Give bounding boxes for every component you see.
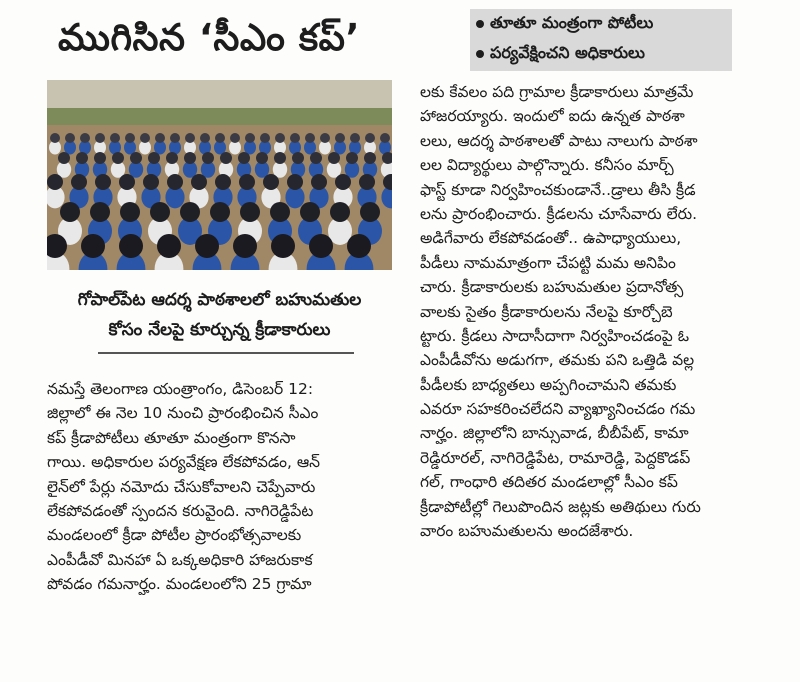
- text-line: ఫాస్ట్ కూడా నిర్వహించకుండానే..డ్రాలు తీసి క్రీడ: [420, 180, 696, 199]
- text-line: పీడీలకు బాధ్యతలు అప్పగించామని తమకు: [420, 375, 677, 394]
- text-line: కప్ క్రీడాపోటీలు తూతూ మంత్రంగా కొనసా: [47, 428, 296, 447]
- caption-line: గోపాల్‌పేట ఆదర్శ పాఠశాలలో బహుమతుల: [77, 290, 362, 310]
- text-line: లలు, ఆదర్శ పాఠశాలతో పాటు నాలుగు పాఠశా: [420, 131, 698, 150]
- text-line: నార్హం. జిల్లాలోని బాన్సువాడ, బీబీపేట్, కామా: [420, 424, 689, 443]
- text-line: గల్, గాంధారి తదితర మండలాల్లో సీఎం కప్: [420, 473, 678, 492]
- text-line: లకు కేవలం పది గ్రామాల క్రీడాకారులు మాత్రమే: [420, 83, 694, 101]
- bullet-dot-icon: [476, 20, 484, 28]
- text-line: చారు. క్రీడాకారులకు బహుమతుల ప్రదానోత్స: [420, 278, 684, 297]
- photo-caption: [47, 285, 392, 345]
- text-line: మండలంలో క్రీడా పోటీల ప్రారంభోత్సవాలకు: [47, 526, 302, 545]
- text-line: లను ప్రారంభించారు. క్రీడలను చూసేవారు లేరు.: [420, 204, 698, 223]
- text-line: వాలకు సైతం క్రీడాకారులను నేలపై కూర్చోబె: [420, 302, 673, 321]
- caption-line: కోసం నేలపై కూర్చున్న క్రీడాకారులు: [108, 320, 331, 340]
- text-line: పీడీలు నామమాత్రంగా చేపట్టి మమ అనిపిం: [420, 253, 676, 272]
- text-line: ట్టారు. క్రీడలు సాదాసీదాగా నిర్వహించడంపై ఓ: [420, 326, 690, 345]
- article-column-right: [420, 80, 786, 543]
- bullet-item: [476, 43, 645, 66]
- headline: ముగిసిన ‘సీఎం కప్’: [58, 16, 361, 59]
- text-line: గాయి. అధికారుల పర్యవేక్షణ లేకపోవడం, ఆన్: [47, 453, 321, 472]
- bullet-dot-icon: [476, 50, 484, 58]
- text-line: రెడ్డిరూరల్, నాగిరెడ్డిపేట, రామారెడ్డి, పెద్దకొడప్: [420, 448, 691, 467]
- text-line: లైన్‌లో పేర్లు నమోదు చేసుకోవాలని చెప్పేవారు: [47, 477, 316, 496]
- bullet-text: పర్యవేక్షించని అధికారులు: [490, 43, 645, 62]
- text-line: వారం బహుమతులను అందజేశారు.: [420, 522, 634, 541]
- bullet-text: తూతూ మంత్రంగా పోటీలు: [490, 13, 654, 32]
- text-line: ఎంపీడీవోను అడుగగా, తమకు పని ఒత్తిడి వల్ల: [420, 351, 695, 370]
- article-column-left: [47, 377, 402, 597]
- bullet-item: [476, 13, 653, 36]
- subhead-bullets: [470, 9, 732, 71]
- text-line: లేకపోవడంతో స్పందన కరువైంది. నాగిరెడ్డిపేట: [47, 501, 314, 520]
- students-seated-photo: [47, 80, 392, 270]
- text-line: పోవడం గమనార్హం. మండలంలోని 25 గ్రామా: [47, 575, 312, 594]
- news-photo: [47, 80, 392, 270]
- text-line: నమస్తే తెలంగాణ యంత్రాంగం, డిసెంబర్ 12:: [47, 380, 314, 398]
- text-line: లల విద్యార్థులు పాల్గొన్నారు. కనీసం మార్చ్: [420, 156, 674, 175]
- text-line: జిల్లాలో ఈ నెల 10 నుంచి ప్రారంభించిన సీఎం: [47, 404, 319, 423]
- text-line: క్రీడాపోటీల్లో గెలుపొందిన జట్లకు అతిథులు గురు: [420, 497, 701, 516]
- text-line: అడిగేవారు లేకపోవడంతో.. ఉపాధ్యాయులు,: [420, 229, 682, 248]
- text-line: ఎవరూ సహకరించలేదని వ్యాఖ్యానించడం గమ: [420, 400, 696, 419]
- caption-divider: [98, 352, 354, 354]
- text-line: ఎంపీడీవో మినహా ఏ ఒక్కఅధికారి హాజరుకాక: [47, 550, 313, 569]
- text-line: హాజరయ్యారు. ఇందులో ఐదు ఉన్నత పాఠశా: [420, 107, 685, 126]
